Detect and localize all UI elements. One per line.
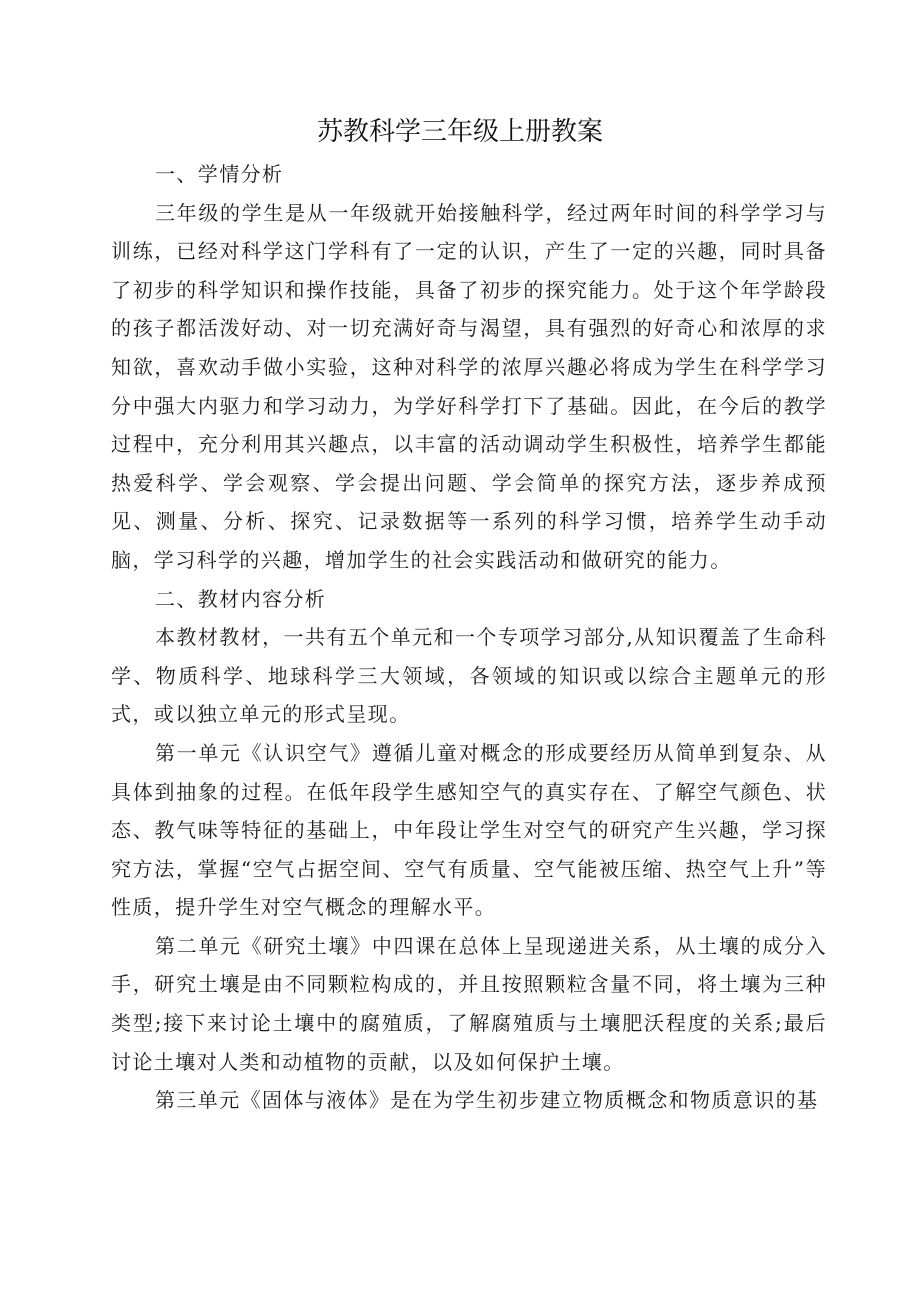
paragraph-textbook-overview: 本教材教材，一共有五个单元和一个专项学习部分,从知识覆盖了生命科学、物质科学、地球科学三大领域，各领域的知识或以综合主题单元的形式，或以独立单元的形式呈现。 <box>111 625 827 727</box>
section-heading-learning-analysis: 一、学情分析 <box>155 162 284 186</box>
document-title: 苏教科学三年级上册教案 <box>316 117 603 147</box>
document-body <box>111 155 827 1120</box>
paragraph-unit-two: 第二单元《研究土壤》中四课在总体上呈现递进关系，从土壤的成分入手，研究土壤是由不同颗粒构成的，并且按照颗粒含量不同，将土壤为三种类型;接下来讨论土壤中的腐殖质，了解腐殖质与土壤肥沃程度的关系;最后讨论土壤对人类和动植物的贡献，以及如何保护土壤。 <box>111 933 827 1074</box>
paragraph-learning-analysis: 三年级的学生是从一年级就开始接触科学，经过两年时间的科学学习与训练，已经对科学这门学科有了一定的认识，产生了一定的兴趣，同时具备了初步的科学知识和操作技能，具备了初步的探究能力。处于这个年学龄段的孩子都活泼好动、对一切充满好奇与渴望，具有强烈的好奇心和浓厚的求知欲，喜欢动手做小实验，这种对科学的浓厚兴趣必将成为学生在科学学习分中强大内驱力和学习动力，为学好科学打下了基础。因此，在今后的教学过程中，充分利用其兴趣点，以丰富的活动调动学生积极性，培养学生都能热爱科学、学会观察、学会提出问题、学会简单的探究方法，逐步养成预见、测量、分析、探究、记录数据等一系列的科学习惯，培养学生动手动脑，学习科学的兴趣，增加学生的社会实践活动和做研究的能力。 <box>111 200 827 572</box>
section-heading-textbook-analysis: 二、教材内容分析 <box>155 586 327 611</box>
paragraph-unit-one: 第一单元《认识空气》遵循儿童对概念的形成要经历从简单到复杂、从具体到抽象的过程。在低年段学生感知空气的真实存在、了解空气颜色、状态、教气味等特征的基础上，中年段让学生对空气的研究产生兴趣，学习探究方法，掌握“空气占据空间、空气有质量、空气能被压缩、热空气上升”等性质，提升学生对空气概念的理解水平。 <box>111 740 827 920</box>
paragraph-unit-three: 第三单元《固体与液体》是在为学生初步建立物质概念和物质意识的基 <box>155 1088 819 1113</box>
